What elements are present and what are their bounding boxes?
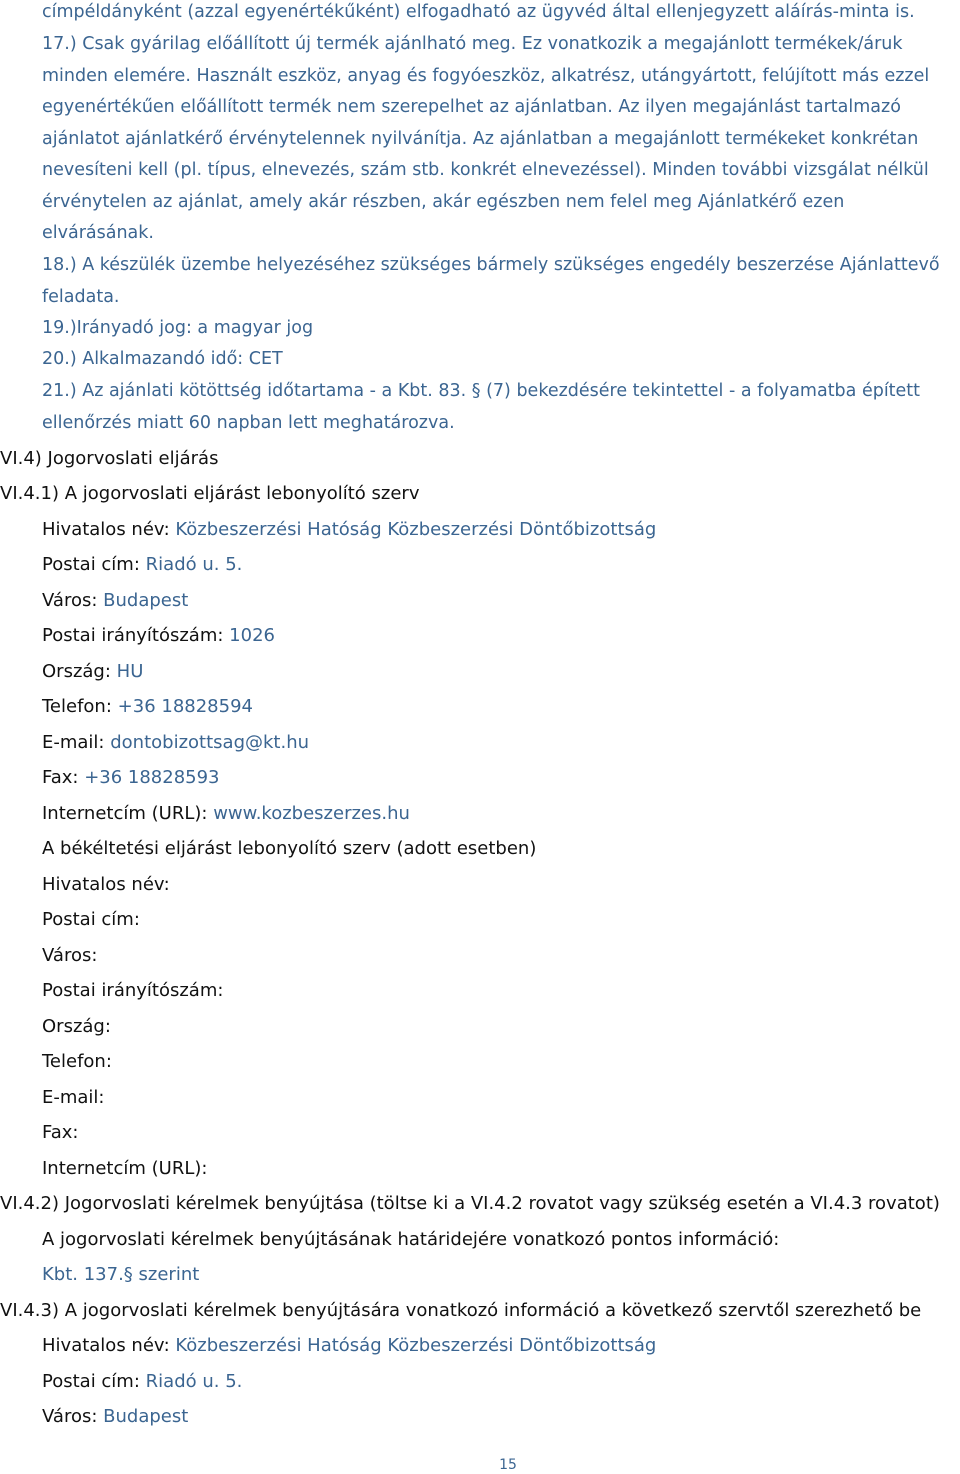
section-heading-vi4: VI.4) Jogorvoslati eljárás <box>0 448 219 469</box>
paragraph-aláírás-minta: címpéldányként (azzal egyenértékűként) elfogadható az ügyvéd által ellenjegyzett aláírás-minta is. <box>42 2 915 22</box>
email-link[interactable]: dontobizottsag@kt.hu <box>110 732 310 753</box>
field-label: Hivatalos név: <box>42 519 170 540</box>
review-body-city-row <box>42 589 188 613</box>
review-body-phone-row <box>42 695 253 719</box>
field-label: Város: <box>42 590 98 611</box>
mediation-name-label: Hivatalos név: <box>42 874 170 895</box>
paragraph-item-20: 20.) Alkalmazandó idő: CET <box>42 349 283 369</box>
field-label: Postai cím: <box>42 1371 140 1392</box>
info-body-name-row <box>42 1334 656 1358</box>
review-body-fax-row <box>42 766 220 790</box>
field-value: Közbeszerzési Hatóság Közbeszerzési Döntőbizottság <box>175 1335 657 1356</box>
field-value: Budapest <box>103 1406 189 1427</box>
review-body-url-row <box>42 802 410 826</box>
review-body-country-row <box>42 660 143 684</box>
mediation-phone-label: Telefon: <box>42 1051 112 1072</box>
field-value: Riadó u. 5. <box>145 1371 243 1392</box>
mediation-country-label: Ország: <box>42 1016 111 1037</box>
field-value: Budapest <box>103 590 189 611</box>
mediation-url-label: Internetcím (URL): <box>42 1158 208 1179</box>
page-number: 15 <box>499 1457 517 1473</box>
mediation-zip-label: Postai irányítószám: <box>42 980 224 1001</box>
field-label: Postai cím: <box>42 554 140 575</box>
field-label: Hivatalos név: <box>42 1335 170 1356</box>
section-heading-vi43: VI.4.3) A jogorvoslati kérelmek benyújtására vonatkozó információ a következő szervtől szerezhető be <box>0 1300 922 1321</box>
field-label: E-mail: <box>42 732 105 753</box>
deadline-info-label: A jogorvoslati kérelmek benyújtásának határidejére vonatkozó pontos információ: <box>42 1229 780 1250</box>
mediation-heading: A békéltetési eljárást lebonyolító szerv (adott esetben) <box>42 838 537 859</box>
field-value: Közbeszerzési Hatóság Közbeszerzési Döntőbizottság <box>175 519 657 540</box>
info-body-city-row <box>42 1405 188 1429</box>
mediation-email-label: E-mail: <box>42 1087 105 1108</box>
field-label: Város: <box>42 1406 98 1427</box>
section-heading-vi41: VI.4.1) A jogorvoslati eljárást lebonyolító szerv <box>0 483 420 504</box>
section-heading-vi42: VI.4.2) Jogorvoslati kérelmek benyújtása (töltse ki a VI.4.2 rovatot vagy szükség esetén a VI.4.3 rovatot) <box>0 1193 940 1214</box>
paragraph-item-21: 21.) Az ajánlati kötöttség időtartama - a Kbt. 83. § (7) bekezdésére tekintettel - a folyamatba épített ellenőrzés miatt 60 napban lett meghatározva. <box>42 381 921 433</box>
review-body-zip-row <box>42 624 275 648</box>
mediation-city-label: Város: <box>42 945 98 966</box>
field-label: Ország: <box>42 661 111 682</box>
field-label: Internetcím (URL): <box>42 803 208 824</box>
paragraph-item-19: 19.)Irányadó jog: a magyar jog <box>42 318 314 338</box>
paragraph-item-17: 17.) Csak gyárilag előállított új termék ajánlható meg. Ez vonatkozik a megajánlott termékek/áruk minden elemére. Használt eszköz, anyag és fogyóeszköz, alkatrész, utángyártott, felújított más ezzel egyenértékűen előállított termék nem szerepelhet az ajánlatban. Az ilyen megajánlást tartalmazó ajánlatot ajánlatkérő érvénytelennek nyilvánítja. Az ajánlatban a megajánlott termékeket konkrétan nevesíteni kell (pl. típus, elnevezés, szám stb. konkrét elnevezéssel). Minden további vizsgálat nélkül érvénytelen az ajánlat, amely akár részben, akár egészben nem felel meg Ajánlatkérő ezen elvárásának. <box>42 34 930 243</box>
website-link[interactable]: www.kozbeszerzes.hu <box>213 803 410 824</box>
paragraph-item-18: 18.) A készülék üzembe helyezéséhez szükséges bármely szükséges engedély beszerzése Ajánlattevő feladata. <box>42 255 940 307</box>
review-body-name-row <box>42 518 656 542</box>
field-value: +36 18828593 <box>84 767 220 788</box>
field-value: 1026 <box>229 625 275 646</box>
field-label: Telefon: <box>42 696 112 717</box>
mediation-fax-label: Fax: <box>42 1122 79 1143</box>
field-label: Fax: <box>42 767 79 788</box>
info-body-address-row <box>42 1370 242 1394</box>
field-label: Postai irányítószám: <box>42 625 224 646</box>
review-body-address-row <box>42 553 242 577</box>
field-value: Riadó u. 5. <box>145 554 243 575</box>
mediation-address-label: Postai cím: <box>42 909 140 930</box>
review-body-email-row <box>42 731 309 755</box>
field-value: +36 18828594 <box>117 696 253 717</box>
field-value: HU <box>116 661 144 682</box>
deadline-info-value: Kbt. 137.§ szerint <box>42 1264 200 1285</box>
